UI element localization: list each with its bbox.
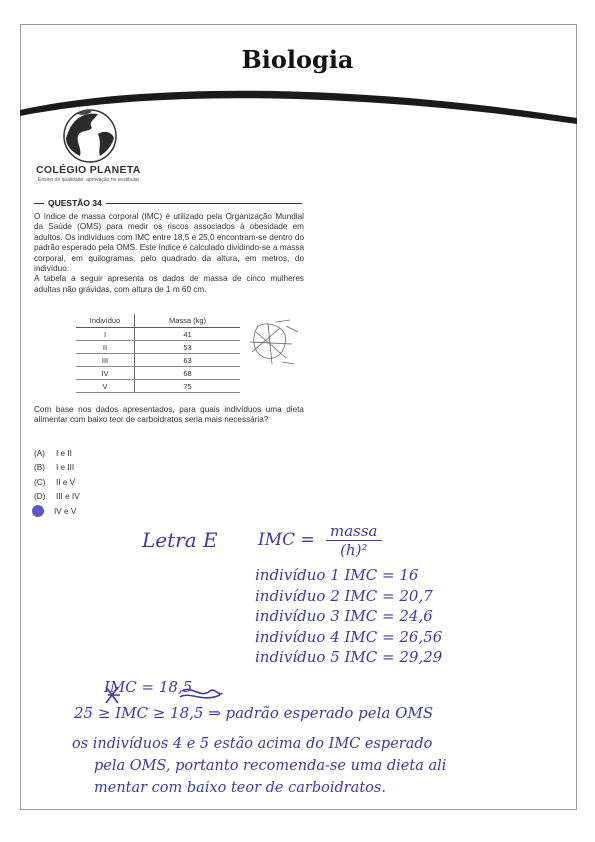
table-cell: 63 [135, 354, 241, 367]
table-cell: I [76, 328, 135, 341]
handwritten-conclusion-line: os indivíduos 4 e 5 estão acima do IMC esperado [72, 736, 433, 752]
column-header: Indivíduo [76, 314, 135, 328]
table-cell: 41 [135, 328, 241, 341]
handwritten-range-note: 25 ≥ IMC ≥ 18,5 ⇒ padrão esperado pela OMS [74, 704, 434, 722]
handwritten-formula-fraction [326, 522, 382, 559]
handwritten-calc-line: indivíduo 1 IMC = 16 [255, 566, 419, 584]
option-letter: (A) [34, 448, 45, 458]
table-row [76, 380, 240, 393]
table-cell: II [76, 341, 135, 354]
question-stem [34, 212, 304, 295]
struck-handwritten-note: IMC = 18,5 [104, 678, 193, 696]
question-rule-left [34, 203, 44, 204]
stem-paragraph: O índice de massa corporal (IMC) é utilizado pela Organização Mundial da Saúde (OMS) para medir os riscos associados à obesidade em adultos. Os indivíduos com IMC entre 18,5 e 25,0 encontram-se dentro do padrão esperado pela OMS. Este índice é calculado dividindo-se a massa corporal, em quilogramas, pelo quadrado da altura, em metros, do indivíduo. [34, 212, 304, 274]
table-cell: IV [76, 367, 135, 380]
option-text: II e V [56, 477, 76, 487]
filled-answer-mark-icon [32, 505, 44, 517]
column-header: Massa (kg) [135, 314, 241, 328]
option-text: III e IV [56, 492, 80, 502]
option-c[interactable] [34, 475, 80, 490]
question-label: QUESTÃO 34 [48, 198, 102, 208]
handwritten-answer: Letra E [142, 528, 218, 552]
table-cell: 53 [135, 341, 241, 354]
option-text: I e III [56, 463, 75, 473]
handwritten-formula-lhs: IMC = [258, 530, 315, 550]
pencil-scribble-mark [246, 318, 302, 370]
option-letter: (D) [34, 492, 46, 502]
formula-denominator: (h)² [340, 541, 368, 559]
question-header [34, 198, 302, 208]
mass-table [76, 314, 240, 393]
handwritten-conclusion-line: pela OMS, portanto recomenda-se uma dieta ali [94, 758, 447, 774]
table-cell: V [76, 380, 135, 393]
school-tagline: Ensino de qualidade, aprovação no vestibular [38, 177, 140, 183]
question-rule-right [106, 203, 302, 204]
table-header-row [76, 314, 240, 328]
table-row [76, 328, 240, 341]
table-row [76, 354, 240, 367]
subject-title: Biologia [241, 45, 354, 74]
globe-logo-icon [58, 108, 122, 164]
table-row [76, 367, 240, 380]
table-row [76, 341, 240, 354]
formula-numerator: massa [326, 522, 382, 541]
school-name: COLÉGIO PLANETA [36, 164, 141, 176]
stem-paragraph: A tabela a seguir apresenta os dados de massa de cinco mulheres adultas não grávidas, com altura de 1 m 60 cm. [34, 274, 304, 294]
handwritten-calc-line: indivíduo 3 IMC = 24,6 [255, 607, 433, 625]
table-cell: 68 [135, 367, 241, 380]
option-d[interactable] [34, 490, 80, 505]
table-cell: III [76, 354, 135, 367]
option-e[interactable] [34, 504, 80, 519]
option-letter: (C) [34, 477, 46, 487]
option-a[interactable] [34, 446, 80, 461]
handwritten-conclusion-line: mentar com baixo teor de carboidratos. [94, 780, 386, 796]
question-prompt: Com base nos dados apresentados, para quais indivíduos uma dieta alimentar com baixo teor de carboidratos seria mais necessária? [34, 405, 304, 425]
handwritten-calc-line: indivíduo 2 IMC = 20,7 [255, 587, 433, 605]
answer-options [34, 446, 80, 519]
handwritten-calc-line: indivíduo 5 IMC = 29,29 [255, 648, 443, 666]
option-letter: (B) [34, 463, 45, 473]
option-text: IV e V [54, 506, 77, 516]
handwritten-calc-line: indivíduo 4 IMC = 26,56 [255, 628, 443, 646]
option-text: I e II [56, 448, 72, 458]
table-cell: 75 [135, 380, 241, 393]
option-b[interactable] [34, 461, 80, 476]
